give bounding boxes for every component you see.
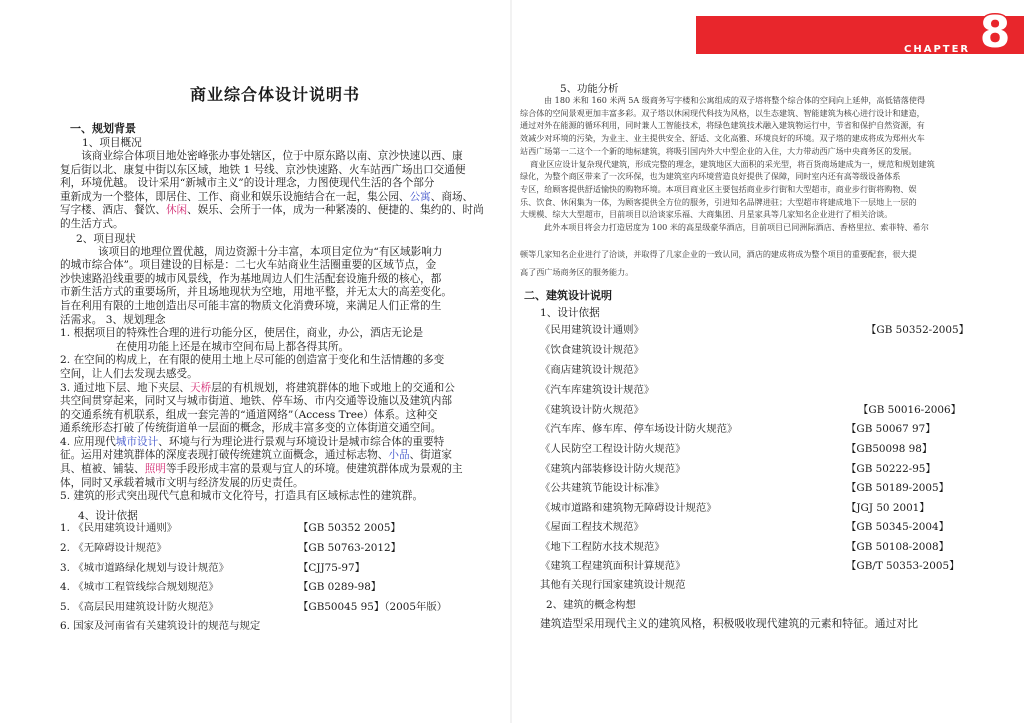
subheading-project-status: 2、项目现状 bbox=[76, 232, 136, 245]
reference-code: 【GB50098 98】 bbox=[846, 443, 933, 455]
subheading-design-basis-right: 1、设计依据 bbox=[540, 307, 600, 319]
chapter-label: CHAPTER bbox=[904, 44, 971, 55]
paragraph-line: 活需求。 3、规划理念 bbox=[60, 313, 166, 326]
paragraph-line: 站西广场第一二这个一个新的地标建筑，将吸引国内外大中型企业的入住，大力带动西广场中央商务区的发展。 bbox=[520, 145, 917, 156]
paragraph-line: 由 180 米和 160 米两 5A 级商务写字楼和公寓组成的双子塔将整个综合体的空间向上延伸，高低错落使得 bbox=[544, 95, 926, 105]
subheading-function-analysis: 5、功能分析 bbox=[560, 83, 619, 95]
reference-code: 【GB/T 50353-2005】 bbox=[846, 560, 960, 572]
text-span: 层的有机规划，将建筑群体的地下或地上的交通和公 bbox=[211, 381, 455, 394]
paragraph-line bbox=[60, 191, 506, 205]
reference-code: 【GB 50352-2005】 bbox=[866, 324, 970, 336]
reference-name: 《商店建筑设计规范》 bbox=[540, 364, 644, 376]
paragraph-line: 利，环境优越。 设计采用“新城市主义”的设计理念，力图使现代生活的各个部分 bbox=[60, 177, 435, 190]
reference-name: 《汽车库、修车库、停车场设计防火规范》 bbox=[540, 423, 738, 435]
left-column bbox=[60, 120, 506, 523]
keyword-link[interactable]: 天桥 bbox=[190, 381, 212, 394]
reference-name: 《城市道路和建筑物无障碍设计规范》 bbox=[540, 502, 717, 514]
reference-name: 《公共建筑节能设计标准》 bbox=[540, 482, 665, 494]
keyword-link[interactable]: 照明 bbox=[144, 463, 166, 476]
paragraph-line bbox=[60, 463, 506, 477]
text-span: 3. 通过地下层、地下夹层、 bbox=[60, 381, 191, 394]
subheading-concept: 2、建筑的概念构想 bbox=[546, 599, 636, 611]
paragraph-line bbox=[60, 436, 506, 450]
keyword-link[interactable]: 城市设计 bbox=[115, 435, 159, 448]
reference-code: 【CJJ75-97】 bbox=[298, 562, 366, 574]
text-span: 具、植被、铺装、 bbox=[60, 463, 145, 476]
paragraph-line bbox=[60, 382, 506, 396]
reference-name: 《屋面工程技术规范》 bbox=[540, 521, 644, 533]
paragraph-line: 专区，给顾客提供舒适愉快的购物环境。本项目商业区主要包括商业步行街和大型超市，商业步行街将购物、娱 bbox=[520, 183, 917, 194]
reference-name: 《饮食建筑设计规范》 bbox=[540, 344, 644, 356]
paragraph-line: 的城市综合体”。项目建设的目标是：二七火车站商业生活圈重要的区域节点，金 bbox=[60, 259, 437, 272]
paragraph-line: 旨在利用有限的土地创造出尽可能丰富的物质文化消费环境，来满足人们正常的生 bbox=[60, 299, 442, 312]
paragraph-line: 乐、饮食、休闲集为一体，为顾客提供全方位的服务，引进知名品牌进驻；大型超市将建成地下一层地上一层的 bbox=[520, 196, 917, 207]
reference-other: 其他有关现行国家建筑设计规范 bbox=[540, 579, 686, 591]
paragraph-line: 此外本项目将会力打造居度为 100 米的高星级豪华酒店，目前项目已同洲际酒店、香格里拉、索菲特、希尔 bbox=[544, 222, 929, 233]
reference-name: 5. 《高层民用建筑设计防火规范》 bbox=[60, 601, 219, 613]
reference-name: 1. 《民用建筑设计通则》 bbox=[60, 522, 178, 534]
reference-name: 2. 《无障碍设计规范》 bbox=[60, 542, 167, 554]
section-heading-architecture: 二、建筑设计说明 bbox=[524, 289, 612, 302]
text-span: 重新成为一个整体，即居住、工作、商业和娱乐设施结合在一起，集公园、 bbox=[60, 190, 410, 203]
text-span: 、街道家 bbox=[409, 449, 452, 462]
paragraph-line: 该商业综合体项目地处密峰张办事处辖区，位于中原东路以南、京沙快速以西、康 bbox=[81, 150, 463, 162]
chapter-number: 8 bbox=[979, 7, 1011, 58]
paragraph-line: 1. 根据项目的特殊性合理的进行功能分区，使居住，商业，办公，酒店无论是 bbox=[60, 327, 424, 340]
reference-code: 【GB 50108-2008】 bbox=[846, 541, 950, 553]
paragraph-line: 通过对外在能源的循环利用，同时兼人工智能技术，将绿色建筑技术融入建筑物运行中，节省和保护自然资源，有 bbox=[520, 120, 925, 131]
text-span: 4. 应用现代 bbox=[60, 435, 116, 448]
keyword-link[interactable]: 公寓 bbox=[409, 190, 431, 203]
reference-name: 4. 《城市工程管线综合规划规范》 bbox=[60, 581, 219, 593]
paragraph-line: 该项目的地理位置优越，周边资源十分丰富，本项目定位为“有区域影响力 bbox=[98, 245, 443, 258]
reference-code: 【GB 50067 97】 bbox=[846, 423, 936, 435]
paragraph-line: 绿化，为整个商区带来了一次环保，也为建筑室内环境营造良好提供了保障，同时室内还有高等级设备体系 bbox=[520, 171, 901, 182]
page-gutter bbox=[510, 0, 512, 723]
paragraph-line bbox=[60, 449, 506, 463]
paragraph-line: 体，同时又承载着城市文明与经济发展的历史责任。 bbox=[60, 476, 304, 489]
subheading-design-basis: 4、设计依据 bbox=[78, 509, 138, 522]
reference-name: 《人民防空工程设计防火规范》 bbox=[540, 443, 686, 455]
reference-name: 《地下工程防水技术规范》 bbox=[540, 541, 665, 553]
subheading-project-overview: 1、项目概况 bbox=[82, 137, 142, 149]
reference-name: 3. 《城市道路绿化规划与设计规范》 bbox=[60, 562, 230, 574]
paragraph-line: 在使用功能上还是在城市空间布局上都各得其所。 bbox=[116, 340, 350, 353]
reference-name: 《建筑设计防火规范》 bbox=[540, 404, 644, 416]
keyword-link[interactable]: 小品 bbox=[388, 449, 410, 462]
text-span: 、娱乐、会所于一体，成为一种紧凑的、便捷的、集约的、时尚 bbox=[187, 204, 484, 217]
paragraph-line: 的交通系统有机联系，组成一套完善的“通道网络”（Access Tree）体系。这种交 bbox=[60, 408, 438, 421]
reference-code: 【JGJ 50 2001】 bbox=[846, 502, 930, 514]
paragraph-line: 建筑造型采用现代主义的建筑风格，积极吸收现代建筑的元素和特征。通过对比 bbox=[540, 617, 918, 630]
reference-code: 【GB 50345-2004】 bbox=[846, 521, 950, 533]
paragraph-line: 复后街以北、康复中街以东区域，地铁 1 号线、京沙快速路、火车站西广场出口交通便 bbox=[60, 163, 466, 176]
reference-code: 【GB 50189-2005】 bbox=[846, 482, 950, 494]
text-span: 写字楼、酒店、餐饮、 bbox=[60, 204, 166, 217]
document-title: 商业综合体设计说明书 bbox=[190, 85, 361, 104]
paragraph-line: 空间，让人们去发现去感受。 bbox=[60, 367, 198, 380]
paragraph-line: 共空间贯穿起来，同时又与城市街道、地铁、停车场、市内交通等设施以及建筑内部 bbox=[60, 395, 452, 408]
function-analysis-block bbox=[520, 94, 964, 234]
paragraph-line: 2. 在空间的构成上，在有限的使用土地上尽可能的创造富于变化和生活情趣的多变 bbox=[60, 354, 445, 367]
paragraph-line bbox=[60, 204, 506, 218]
text-span: 、商场、 bbox=[430, 190, 474, 203]
reference-code: 【GB 50222-95】 bbox=[846, 463, 936, 475]
reference-code: 【GB 0289-98】 bbox=[298, 581, 382, 593]
paragraph-line: 沙快速路沿线重要的城市风景线，作为基地周边人们生活配套设施升级的核心，都 bbox=[60, 272, 442, 285]
keyword-link[interactable]: 休闲 bbox=[165, 204, 188, 217]
section-heading-planning: 一、规划背景 bbox=[70, 122, 136, 135]
reference-name: 6. 国家及河南省有关建筑设计的规范与规定 bbox=[60, 620, 261, 632]
reference-name: 《汽车库建筑设计规范》 bbox=[540, 384, 655, 396]
paragraph-line: 通系统形态打破了传统街道单一层面的概念，形成丰富多变的立体街道交通空间。 bbox=[60, 422, 442, 435]
reference-name: 《建筑内部装修设计防火规范》 bbox=[540, 463, 686, 475]
paragraph-line: 市新生活方式的重要场所，并且场地现状为空地，用地平整，并无太大的高差变化。 bbox=[60, 286, 452, 299]
text-span: 、环境与行为理论进行景观与环境设计是城市综合体的重要特 bbox=[158, 435, 445, 448]
reference-code: 【GB 50352 2005】 bbox=[298, 522, 401, 534]
reference-code: 【GB 50763-2012】 bbox=[298, 542, 402, 554]
reference-code: 【GB 50016-2006】 bbox=[858, 404, 962, 416]
paragraph-line: 的生活方式。 bbox=[60, 217, 124, 230]
paragraph-line: 商业区应设计复杂现代建筑，形成完整的理念，建筑地区大面积的采光型，将百货商场建成为一，规范和规划建筑 bbox=[530, 158, 935, 169]
text-span: 征。运用对建筑群体的深度表现打破传统建筑立面概念，通过标志物、 bbox=[60, 449, 389, 462]
paragraph-line: 综合体的空间景观更加丰富多彩。双子塔以休闲现代科技为风格，以生态建筑、智能建筑为核心进行设计和建造， bbox=[520, 107, 925, 118]
reference-code: 【GB50045 95】（2005年版） bbox=[298, 601, 448, 613]
paragraph-line: 大规模、综大大型超市，目前项目以洽谈家乐福、大商集团、月星家具等几家知名企业进行了相关洽谈。 bbox=[520, 209, 893, 220]
text-span: 等手段形成丰富的景观与宜人的环境。使建筑群体成为景观的主 bbox=[165, 463, 463, 476]
reference-name: 《民用建筑设计通则》 bbox=[540, 324, 644, 336]
paragraph-line: 顿等几家知名企业进行了洽谈，并取得了几家企业的一致认同，酒店的建成将成为整个项目的重要配套，很大提 bbox=[520, 249, 917, 259]
reference-name: 《建筑工程建筑面积计算规范》 bbox=[540, 560, 686, 572]
paragraph-line: 5. 建筑的形式突出现代气息和城市文化符号，打造具有区域标志性的建筑群。 bbox=[60, 490, 424, 503]
paragraph-line: 高了西广场商务区的服务能力。 bbox=[520, 267, 634, 277]
paragraph-line: 效减少对环境的污染，为业主、业主提供安全、舒适、文化高雅、环境良好的环境。双子塔的建成将成为郑州火车 bbox=[520, 133, 925, 144]
